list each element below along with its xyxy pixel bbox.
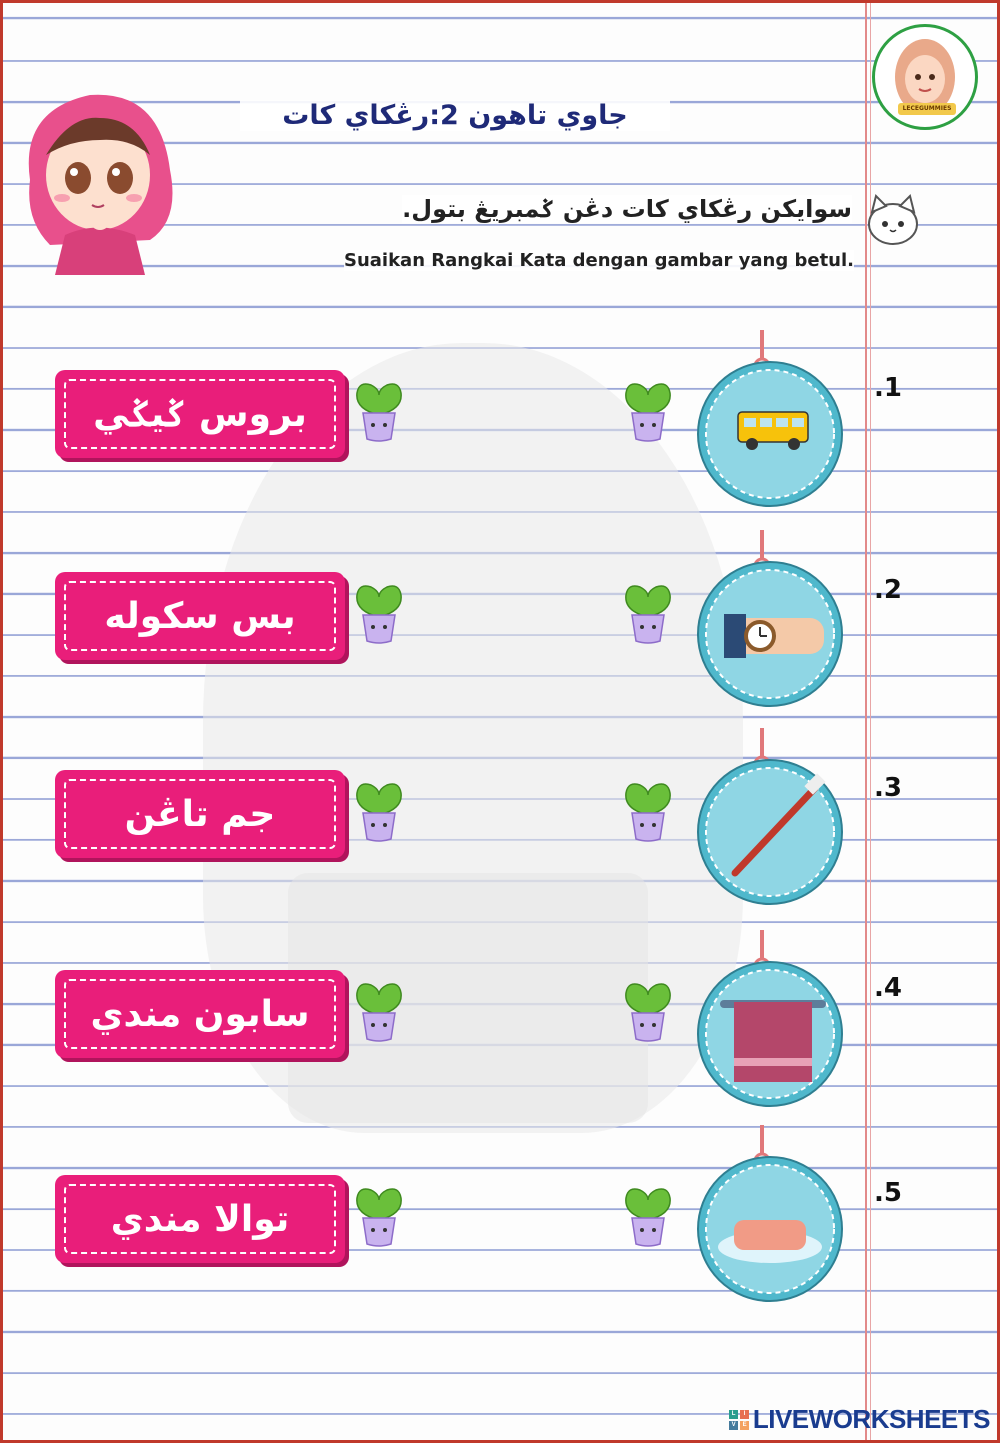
cactus-match-dot-right-icon[interactable] (622, 979, 674, 1043)
word-label-text: سابون مندي (64, 979, 336, 1049)
school-bus-icon (690, 330, 850, 510)
avatar-label: LECEGUMMIES (898, 103, 956, 115)
towel-icon (690, 930, 850, 1110)
logo-letter: V (729, 1421, 738, 1430)
row-number: .4 (874, 973, 902, 1003)
cat-icon (858, 188, 928, 252)
logo-letter: E (740, 1421, 749, 1430)
instruction-jawi: سوايکن رڠکاي کات دڠن ݢمبريڠ بتول. (402, 195, 852, 223)
word-label-card[interactable] (55, 770, 345, 858)
cactus-match-dot-right-icon[interactable] (622, 1184, 674, 1248)
match-row (0, 1170, 1000, 1290)
cactus-match-dot-right-icon[interactable] (622, 379, 674, 443)
word-label-text: بس سکوله (64, 581, 336, 651)
match-row (0, 765, 1000, 885)
logo-letter: I (740, 1410, 749, 1419)
cactus-match-dot-right-icon[interactable] (622, 581, 674, 645)
brand-name: LIVEWORKSHEETS (752, 1404, 990, 1434)
girl-illustration (10, 70, 185, 280)
row-number: .2 (874, 575, 902, 605)
word-label-text: توالا مندي (64, 1184, 336, 1254)
logo-letter: L (729, 1410, 738, 1419)
cactus-match-dot-left-icon[interactable] (353, 979, 405, 1043)
wristwatch-icon (690, 530, 850, 710)
cactus-match-dot-left-icon[interactable] (353, 379, 405, 443)
liveworksheets-logo (729, 1404, 990, 1435)
cactus-match-dot-left-icon[interactable] (353, 581, 405, 645)
word-label-card[interactable] (55, 370, 345, 458)
instruction-latin: Suaikan Rangkai Kata dengan gambar yang betul. (343, 250, 854, 271)
row-number: .1 (874, 373, 902, 403)
match-row (0, 567, 1000, 687)
logo-grid-icon (729, 1410, 749, 1430)
row-number: .3 (874, 773, 902, 803)
cactus-match-dot-left-icon[interactable] (353, 779, 405, 843)
row-number: .5 (874, 1178, 902, 1208)
toothbrush-icon (690, 728, 850, 908)
soap-icon (690, 1125, 850, 1305)
cactus-match-dot-left-icon[interactable] (353, 1184, 405, 1248)
page-title: جاوي تاهون 2:رڠکاي کات (240, 100, 670, 131)
match-row (0, 365, 1000, 485)
match-row (0, 965, 1000, 1085)
word-label-text: بروس ݢيݢي (64, 379, 336, 449)
cactus-match-dot-right-icon[interactable] (622, 779, 674, 843)
word-label-card[interactable] (55, 970, 345, 1058)
word-label-card[interactable] (55, 572, 345, 660)
word-label-text: جم تاڠن (64, 779, 336, 849)
word-label-card[interactable] (55, 1175, 345, 1263)
